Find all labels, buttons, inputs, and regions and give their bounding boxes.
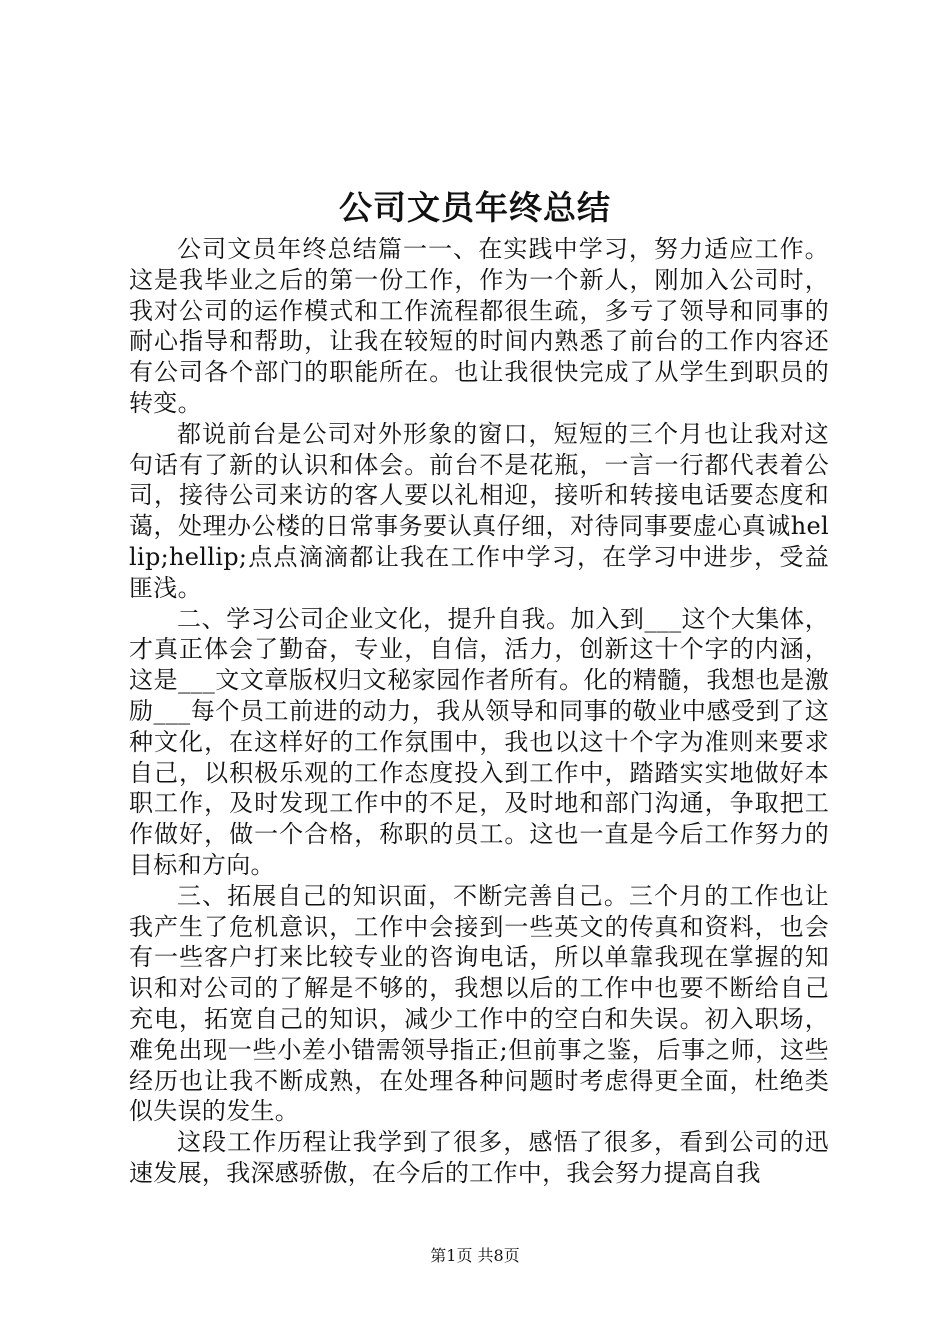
paragraph-4: 三、拓展自己的知识面，不断完善自己。三个月的工作也让我产生了危机意识，工作中会接到一些英文的传真和资料，也会有一些客户打来比较专业的咨询电话，所以单靠我现在掌握的知识和对公司的了解是不够的，我想以后的工作中也要不断给自己充电，拓宽自己的知识，减少工作中的空白和失误。初入职场，难免出现一些小差小错需领导指正;但前事之鉴，后事之师，这些经历也让我不断成熟，在处理各种问题时考虑得更全面，杜绝类似失误的发生。: [129, 881, 829, 1126]
paragraph-3: 二、学习公司企业文化，提升自我。加入到___这个大集体，才真正体会了勤奋，专业，自信，活力，创新这十个字的内涵，这是___文文章版权归文秘家园作者所有。化的精髓，我想也是激励___每个员工前进的动力，我从领导和同事的敬业中感受到了这种文化，在这样好的工作氛围中，我也以这十个字为准则来要求自己，以积极乐观的工作态度投入到工作中，踏踏实实地做好本职工作，及时发现工作中的不足，及时地和部门沟通，争取把工作做好，做一个合格，称职的员工。这也一直是今后工作努力的目标和方向。: [129, 604, 829, 879]
paragraph-2: 都说前台是公司对外形象的窗口，短短的三个月也让我对这句话有了新的认识和体会。前台不是花瓶，一言一行都代表着公司，接待公司来访的客人要以礼相迎，接听和转接电话要态度和蔼，处理办公楼的日常事务要认真仔细，对待同事要虚心真诚hellip;hellip;点点滴滴都让我在工作中学习，在学习中进步，受益匪浅。: [129, 419, 829, 602]
paragraph-5: 这段工作历程让我学到了很多，感悟了很多，看到公司的迅速发展，我深感骄傲，在今后的工作中，我会努力提高自我: [129, 1128, 829, 1187]
document-body: [129, 234, 829, 1189]
document-title: 公司文员年终总结: [339, 188, 611, 227]
paragraph-1: 公司文员年终总结篇一一、在实践中学习，努力适应工作。这是我毕业之后的第一份工作，作为一个新人，刚加入公司时，我对公司的运作模式和工作流程都很生疏，多亏了领导和同事的耐心指导和帮助，让我在较短的时间内熟悉了前台的工作内容还有公司各个部门的职能所在。也让我很快完成了从学生到职员的转变。: [129, 235, 829, 417]
page-number-footer: 第1页 共8页: [430, 1246, 520, 1265]
